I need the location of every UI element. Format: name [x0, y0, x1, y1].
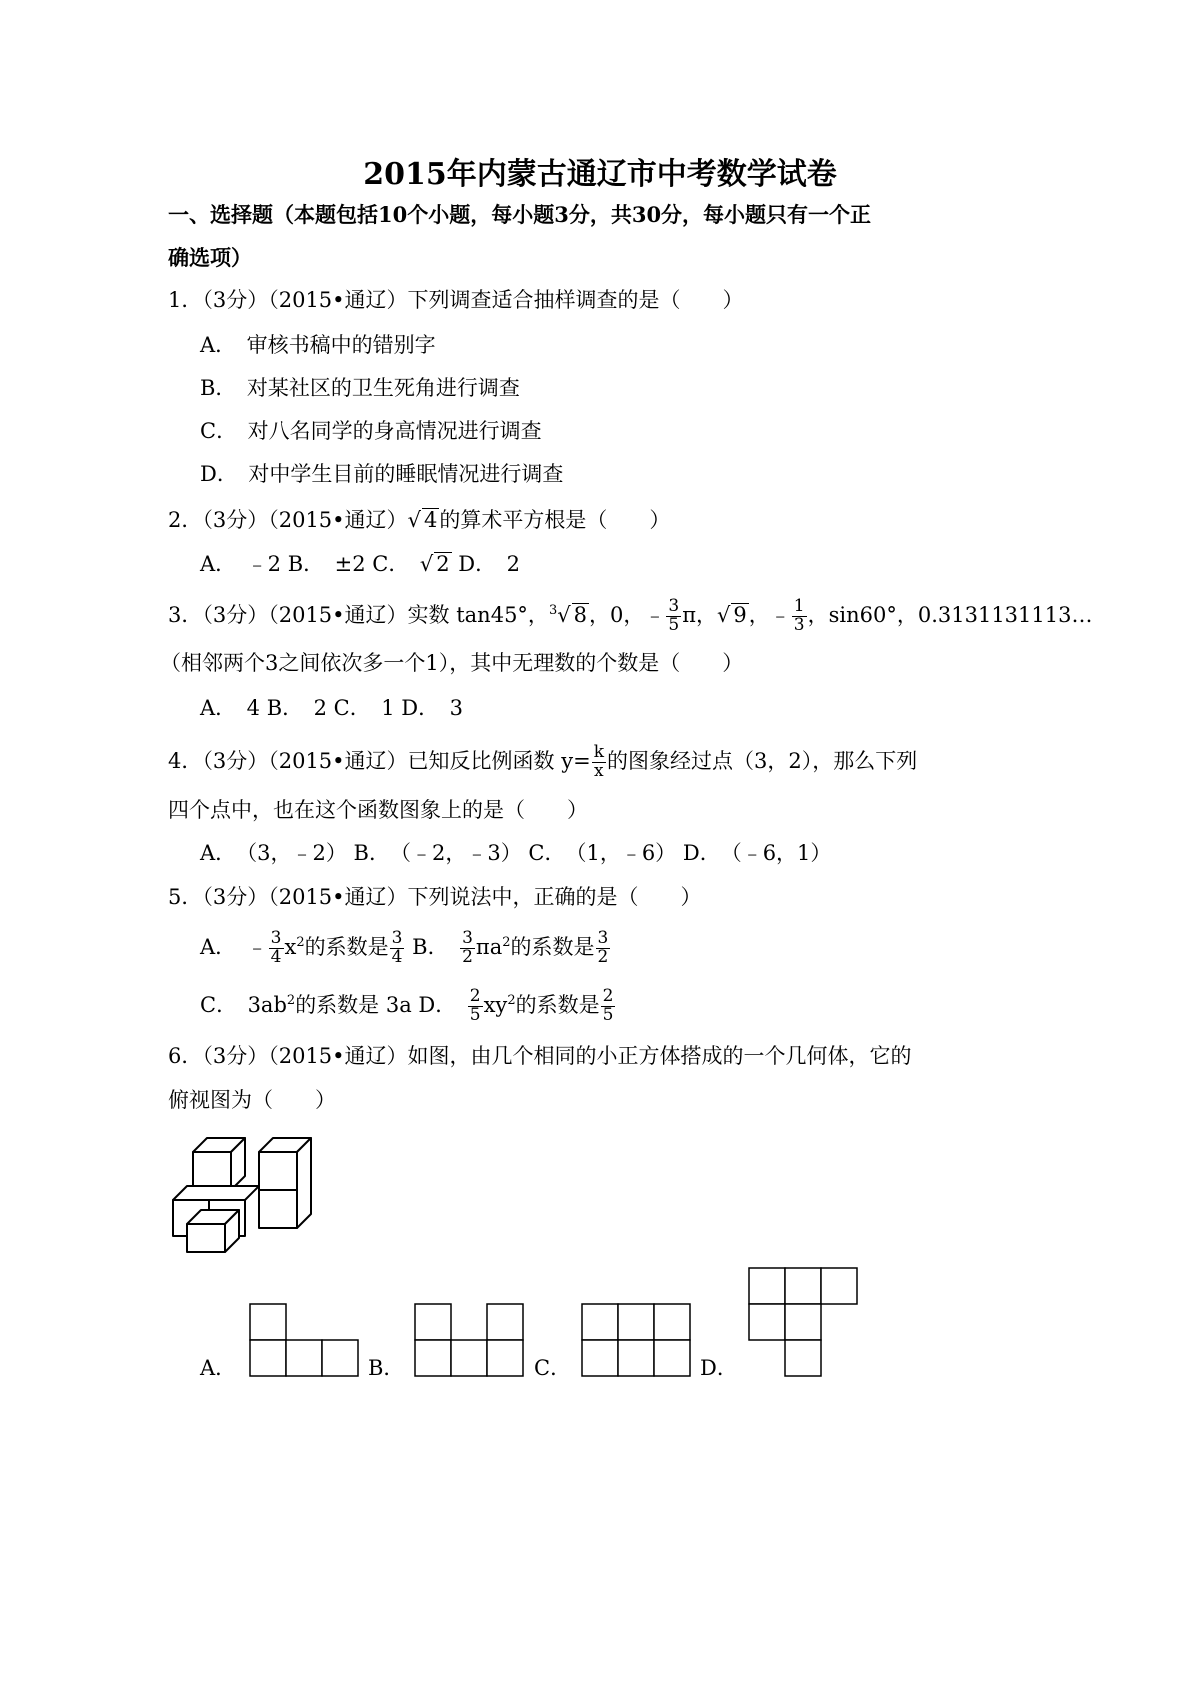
fraction-numerator: 2: [469, 986, 481, 1006]
question-1-option-b: B． 对某社区的卫生死角进行调查: [200, 376, 520, 400]
question-5-c-text: C． 3ab: [200, 992, 287, 1017]
fraction-denominator: 5: [602, 1004, 614, 1025]
fraction-numerator: 2: [602, 986, 614, 1006]
question-2-stem: 2．（3分）（2015•通辽）√ 4的算术平方根是（ ）: [168, 508, 671, 532]
page-title: 2015年内蒙古通辽市中考数学试卷: [363, 157, 837, 192]
question-5-d-fraction: [468, 988, 483, 1025]
question-5-a-exp: 2: [296, 934, 305, 950]
question-5-a-prefix: A． ﹣: [200, 934, 268, 959]
question-2-prefix: 2．（3分）（2015•通辽）: [168, 508, 408, 532]
question-3-pi: π，: [682, 602, 717, 627]
fraction-denominator: 2: [462, 946, 473, 967]
question-2-options: A． ﹣2 B． ±2 C． √ 2 D． 2: [200, 552, 520, 576]
question-3-stem-line1: 3．（3分）（2015•通辽）实数 tan45°，$^3$√ 8，0，﹣ $\frac{3}{5}$ π，√ 9，﹣ $\frac{1}{3}$ ，sin60°，0.3131131113…: [168, 596, 1093, 635]
question-6-option-c-label: C．: [534, 1356, 572, 1380]
fraction-denominator: 4: [270, 946, 282, 967]
fraction-numerator: 3: [462, 928, 473, 948]
question-5-d-var: xy: [483, 992, 508, 1017]
question-5-options-ab: [200, 930, 611, 967]
question-4-stem-line1: [168, 744, 917, 781]
question-5-d-answer-fraction: [601, 988, 616, 1025]
question-1-stem: 1．（3分）（2015•通辽）下列调查适合抽样调查的是（ ）: [168, 288, 744, 312]
fraction-numerator: 3: [597, 928, 609, 948]
fraction-denominator: 4: [391, 946, 403, 967]
question-3-cbrt-index: 3: [548, 602, 558, 618]
question-3-cbrt-radicand: 8: [573, 602, 587, 627]
fraction-denominator: x: [594, 760, 604, 781]
question-4-fraction: [592, 744, 606, 781]
question-5-options-cd: [200, 988, 616, 1025]
question-3-options: A． 4 B． 2 C． 1 D． 3: [200, 696, 463, 720]
question-1-option-a: A． 审核书稿中的错别字: [200, 333, 436, 357]
question-2-radicand: 4: [423, 508, 438, 532]
question-6-option-b-label: B．: [368, 1356, 405, 1380]
question-5-b-answer-fraction: [596, 930, 611, 967]
question-5-b-fraction: [460, 930, 475, 967]
question-5-a-mid: 的系数是: [304, 934, 389, 959]
question-3-fraction-2: [792, 598, 807, 635]
question-3-prefix: 3．（3分）（2015•通辽）实数 tan45°，: [168, 602, 549, 627]
section-heading-line2: 确选项）: [168, 245, 252, 270]
fraction-numerator: 3: [391, 928, 403, 948]
question-6-option-d-label: D．: [700, 1356, 738, 1380]
question-3-mid1: ，0，﹣: [588, 602, 666, 627]
question-5-a-answer-fraction: [390, 930, 405, 967]
question-3-fraction-1: [666, 598, 681, 635]
question-1-option-d: D． 对中学生目前的睡眠情况进行调查: [200, 462, 564, 486]
question-6-stem-line2: 俯视图为（ ）: [168, 1088, 336, 1112]
fraction-numerator: 1: [793, 596, 805, 616]
fraction-denominator: 5: [469, 1004, 481, 1025]
question-3-sqrt-radicand: 9: [733, 602, 747, 627]
question-5-c-exp: 2: [286, 992, 296, 1008]
section-heading-line1: 一、选择题（本题包括10个小题，每小题3分，共30分，每小题只有一个正: [168, 202, 872, 227]
fraction-denominator: 3: [793, 614, 805, 635]
question-4-suffix: 的图象经过点（3，2），那么下列: [607, 748, 918, 773]
question-6-stem-line1: 6．（3分）（2015•通辽）如图，由几个相同的小正方体搭成的一个几何体，它的: [168, 1044, 912, 1068]
fraction-numerator: k: [593, 742, 604, 762]
fraction-numerator: 3: [668, 596, 680, 616]
question-5-b-label: B．: [412, 934, 439, 959]
question-2-options-ab: A． ﹣2 B． ±2 C．: [200, 552, 399, 576]
question-6-option-a-grid: [248, 1302, 360, 1378]
question-2-option-c-radicand: 2: [436, 552, 450, 576]
fraction-numerator: 3: [270, 928, 282, 948]
question-4-prefix: 4．（3分）（2015•通辽）已知反比例函数 y=: [168, 748, 591, 773]
question-2-option-d: D． 2: [458, 552, 520, 576]
question-5-b-mid: 的系数是: [510, 934, 595, 959]
question-3-stem-line2: （相邻两个3之间依次多一个1），其中无理数的个数是（ ）: [160, 651, 744, 675]
question-6-option-d-grid: [747, 1266, 859, 1378]
question-6-option-a-label: A．: [200, 1356, 237, 1380]
question-5-d-exp: 2: [507, 992, 516, 1008]
fraction-denominator: 5: [668, 614, 680, 635]
question-4-stem-line2: 四个点中，也在这个函数图象上的是（ ）: [168, 798, 588, 822]
question-5-c-mid: 的系数是 3a D．: [295, 992, 446, 1017]
question-5-a-fraction: [269, 930, 284, 967]
cube-solid-figure: [165, 1130, 335, 1255]
question-6-option-b-grid: [413, 1302, 525, 1378]
question-5-d-mid: 的系数是: [515, 992, 600, 1017]
fraction-denominator: 2: [597, 946, 609, 967]
question-5-stem: 5．（3分）（2015•通辽）下列说法中，正确的是（ ）: [168, 885, 702, 909]
question-5-a-var: x: [284, 934, 297, 959]
question-1-option-c: C． 对八名同学的身高情况进行调查: [200, 419, 542, 443]
question-5-b-exp: 2: [502, 934, 511, 950]
question-5-b-var: πa: [475, 934, 503, 959]
question-3-mid2: ，﹣: [748, 602, 791, 627]
question-6-option-c-grid: [580, 1302, 692, 1378]
question-3-suffix: ，sin60°，0.3131131113…: [807, 602, 1093, 627]
question-4-options: A． （3，﹣2） B． （﹣2，﹣3） C． （1，﹣6） D． （﹣6，1）: [200, 841, 832, 865]
question-2-suffix: 的算术平方根是（ ）: [439, 508, 671, 532]
